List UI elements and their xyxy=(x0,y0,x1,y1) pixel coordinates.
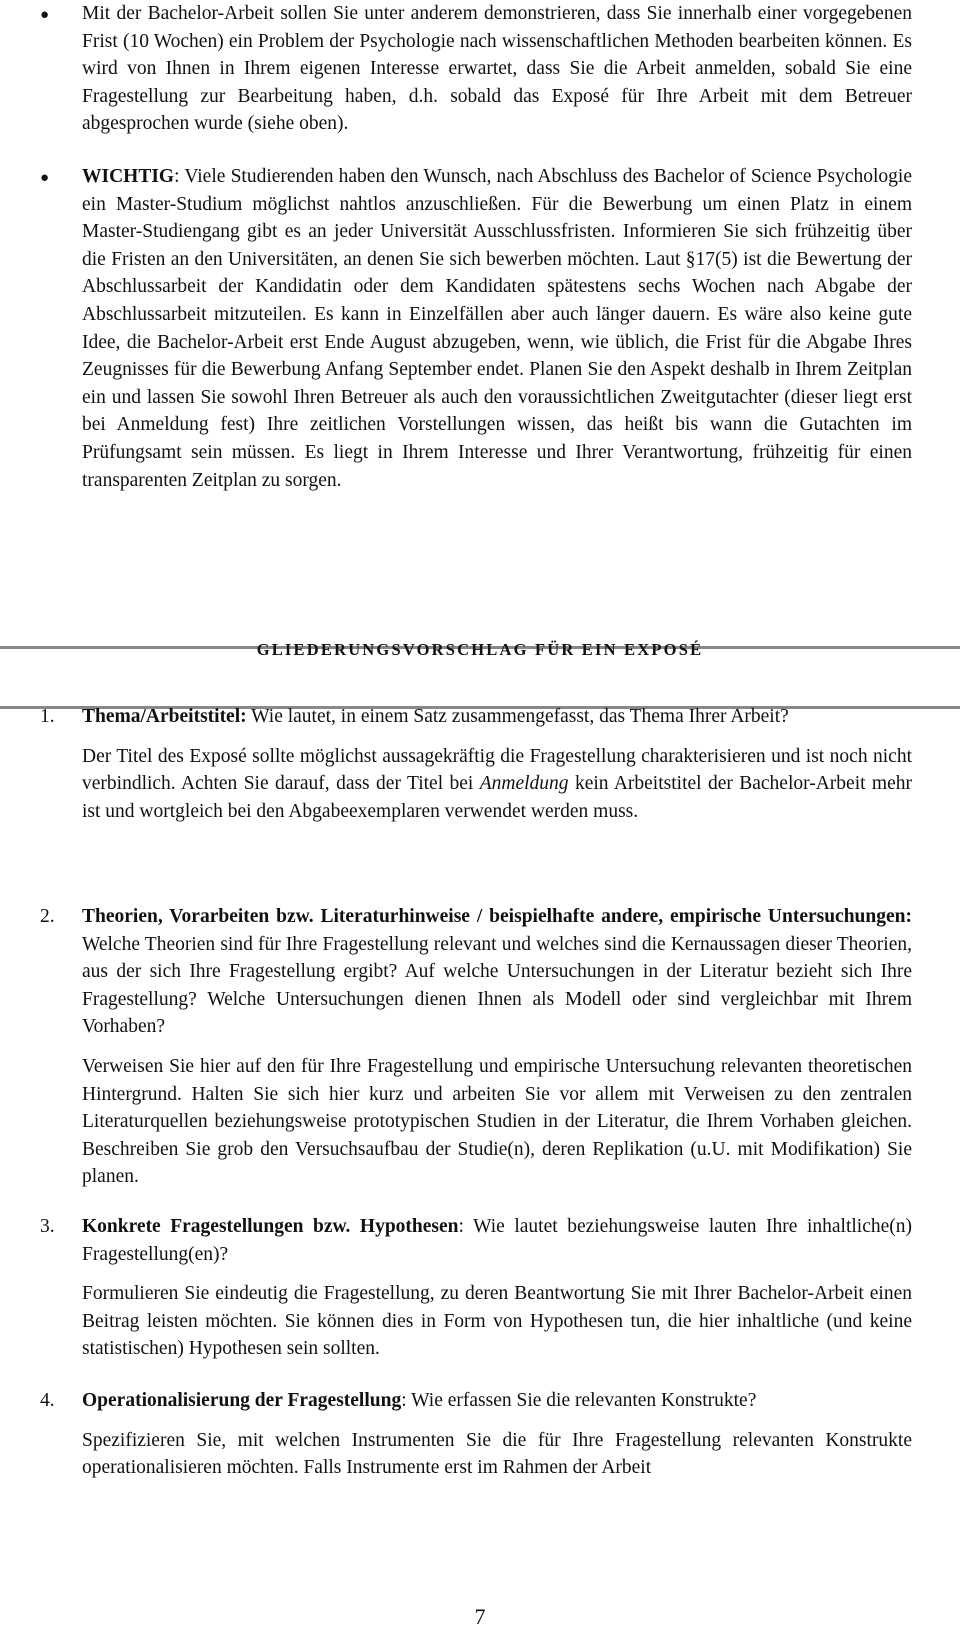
item-question: : Wie lautet beziehungsweise lauten Ihre inhaltliche(n) Fragestellung(en)? xyxy=(82,1216,912,1265)
item-number: 3. xyxy=(40,1216,55,1237)
item-question: Wie lautet, in einem Satz zusammengefasst, das Thema Ihrer Arbeit? xyxy=(246,706,789,727)
item-body: Der Titel des Exposé sollte möglichst aussagekräftig die Fragestellung charakterisieren und ist noch nicht verbindlich. Achten Sie darauf, dass der Titel bei xyxy=(82,745,912,795)
item-question: : Wie erfassen Sie die relevanten Konstrukte? xyxy=(401,1390,757,1411)
item-body: Verweisen Sie hier auf den für Ihre Fragestellung und empirische Untersuchung relevanten theoretischen Hintergrund. Halten Sie sich hier kurz und arbeiten Sie vor allem mit Verweisen zu den zentralen Literaturquellen beziehungsweise prototypischen Studien in der Literatur, die Ihrem Vorhaben gleichen. Beschreiben Sie grob den Versuchsaufbau der Studie(n), deren Replikation (u.U. mit Modifikation) Sie planen. xyxy=(82,1055,912,1188)
paragraph-text: Mit der Bachelor-Arbeit sollen Sie unter anderem demonstrieren, dass Sie innerhalb einer vorgegebenen Frist (10 Wochen) ein Problem der Psychologie nach wissenschaftlichen Methoden bearbeiten können. Es wird von Ihnen in Ihrem eigenen Interesse erwartet, dass Sie die Arbeit anmelden, sobald Sie eine Fragestellung zur Bearbeitung haben, d.h. sobald das Exposé für Ihre Arbeit mit dem Betreuer abgesprochen wurde (siehe oben). xyxy=(82,3,912,135)
bullet-icon: ● xyxy=(40,170,50,186)
item-body: Formulieren Sie eindeutig die Fragestellung, zu deren Beantwortung Sie mit Ihrer Bachelor-Arbeit einen Beitrag leisten möchten. Sie können dies in Form von Hypothesen tun, die hier inhaltliche (und keine statistischen) Hypothesen sein sollten. xyxy=(82,1283,912,1360)
outline-item-2 xyxy=(82,903,912,1191)
important-label: WICHTIG xyxy=(82,166,175,187)
outline-item-4 xyxy=(82,1387,912,1482)
bullet-paragraph-1 xyxy=(82,0,912,138)
item-question: Welche Theorien sind für Ihre Fragestellung relevant und welches sind die Kernaussagen dieser Theorien, aus der sich Ihre Fragestellung ergibt? Auf welche Untersuchungen in der Literatur bezieht sich Ihre Fragestellung? Welche Untersuchungen dienen Ihnen als Modell oder sind vergleichbar mit Ihrem Vorhaben? xyxy=(82,933,912,1038)
item-body: kein Arbeitstitel der Bachelor-Arbeit mehr ist und wortgleich bei den Abgabeexemplaren verwendet werden muss. xyxy=(82,773,912,822)
outline-item-1 xyxy=(82,703,912,825)
paragraph-text: : Viele Studierenden haben den Wunsch, nach Abschluss des Bachelor of Science Psychologie ein Master-Studium möglichst nahtlos anzuschließen. Für die Bewerbung um einen Platz in einem Master-Studiengang gibt es an jeder Universität Ausschlussfristen. Informieren Sie sich frühzeitig über die Fristen an den Universitäten, an denen Sie sich bewerben möchten. Laut §17(5) ist die Bewertung der Abschlussarbeit der Kandidatin oder dem Kandidaten spätestens sechs Wochen nach Abgabe der Abschlussarbeit mitzuteilen. Es kann in Einzelfällen aber auch länger dauern. Es wäre also keine gute Idee, die Bachelor-Arbeit erst Ende August abzugeben, wenn, wie üblich, die Frist für die Abgabe Ihres Zeugnisses für die Bewerbung Anfang September endet. Planen Sie den Aspekt deshalb in Ihrem Zeitplan ein und lassen Sie sowohl Ihren Betreuer als auch den voraussichtlichen Zweitgutachter (dieser liegt erst bei Anmeldung fest) Ihre zeitlichen Vorstellungen wissen, das heißt bis wann die Gutachten im Prüfungsamt sein müssen. Es liegt in Ihrem Interesse und Ihrer Verantwortung, frühzeitig für einen transparenten Zeitplan zu sorgen. xyxy=(82,166,912,491)
page-number: 7 xyxy=(474,1604,486,1629)
bullet-icon: ● xyxy=(40,7,50,23)
item-title: Konkrete Fragestellungen bzw. Hypothesen xyxy=(82,1216,459,1237)
item-number: 1. xyxy=(40,706,55,727)
item-number: 2. xyxy=(40,906,55,927)
item-title: Operationalisierung der Fragestellung xyxy=(82,1390,402,1411)
section-heading: GLIEDERUNGSVORSCHLAG FÜR EIN EXPOSÉ xyxy=(256,640,704,659)
outline-item-3 xyxy=(82,1213,912,1363)
item-title: Thema/Arbeitstitel: xyxy=(82,706,247,727)
emphasis: Anmeldung xyxy=(479,773,569,795)
item-number: 4. xyxy=(40,1390,55,1411)
bullet-paragraph-2 xyxy=(82,163,912,494)
item-body: Spezifizieren Sie, mit welchen Instrumenten Sie die für Ihre Fragestellung relevanten Konstrukte operationalisieren möchten. Falls Instrumente erst im Rahmen der Arbeit xyxy=(82,1429,912,1479)
item-title: Theorien, Vorarbeiten bzw. Literaturhinweise / beispielhafte andere, empirische Untersuchungen: xyxy=(82,906,912,927)
